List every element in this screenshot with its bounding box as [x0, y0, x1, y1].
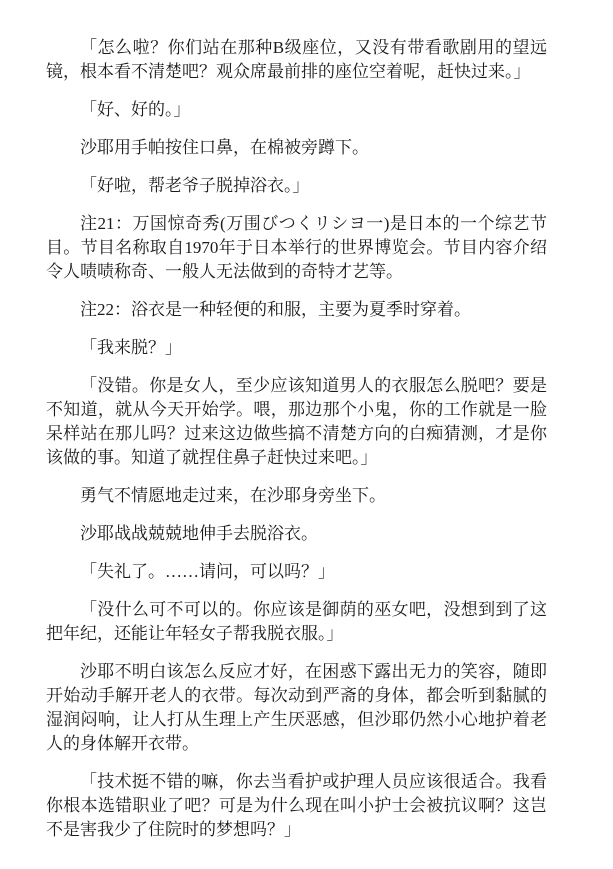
paragraph-dialogue: 「技术挺不错的嘛，你去当看护或护理人员应该很适合。我看你根本选错职业了吧？可是为什么现在叫小护士会被抗议啊？这岂不是害我少了住院时的梦想吗？」	[46, 772, 547, 839]
paragraph-footnote-22: 注22：浴衣是一种轻便的和服，主要为夏季时穿着。	[80, 300, 471, 319]
paragraph-footnote-21: 注21：万国惊奇秀(万围びつくリシヨ一)是日本的一个综艺节目。节目名称取自1970年于日本举行的世界博览会。节目内容介绍令人啧啧称奇、一般人无法做到的奇特才艺等。	[46, 214, 547, 281]
paragraph-narration: 沙耶用手帕按住口鼻，在棉被旁蹲下。	[80, 138, 369, 157]
paragraph-dialogue: 「没什么可不可以的。你应该是御荫的巫女吧，没想到到了这把年纪，还能让年轻女子帮我脱衣服。」	[46, 600, 547, 643]
paragraph-narration: 勇气不情愿地走过来，在沙耶身旁坐下。	[80, 486, 386, 505]
paragraph-dialogue: 「好、好的。」	[80, 100, 191, 119]
paragraph-dialogue: 「失礼了。……请问，可以吗？」	[80, 562, 335, 581]
paragraph-dialogue: 「没错。你是女人，至少应该知道男人的衣服怎么脱吧？要是不知道，就从今天开始学。喂，那边那个小鬼，你的工作就是一脸呆样站在那儿吗？过来这边做些搞不清楚方向的白痴猜测，才是你该做的事。知道了就捏住鼻子赶快过来吧。」	[46, 376, 547, 467]
paragraph-dialogue: 「怎么啦？你们站在那种B级座位，又没有带看歌剧用的望远镜，根本看不清楚吧？观众席最前排的座位空着呢，赶快过来。」	[46, 38, 547, 81]
paragraph-narration: 沙耶不明白该怎么反应才好，在困惑下露出无力的笑容，随即开始动手解开老人的衣带。每次动到严斋的身体，都会听到黏腻的湿润闷响，让人打从生理上产生厌恶感，但沙耶仍然小心地护着老人的身体解开衣带。	[46, 662, 547, 753]
paragraph-dialogue: 「我来脱？」	[80, 338, 182, 357]
paragraph-dialogue: 「好啦，帮老爷子脱掉浴衣。」	[80, 176, 310, 195]
paragraph-narration: 沙耶战战兢兢地伸手去脱浴衣。	[80, 524, 318, 543]
